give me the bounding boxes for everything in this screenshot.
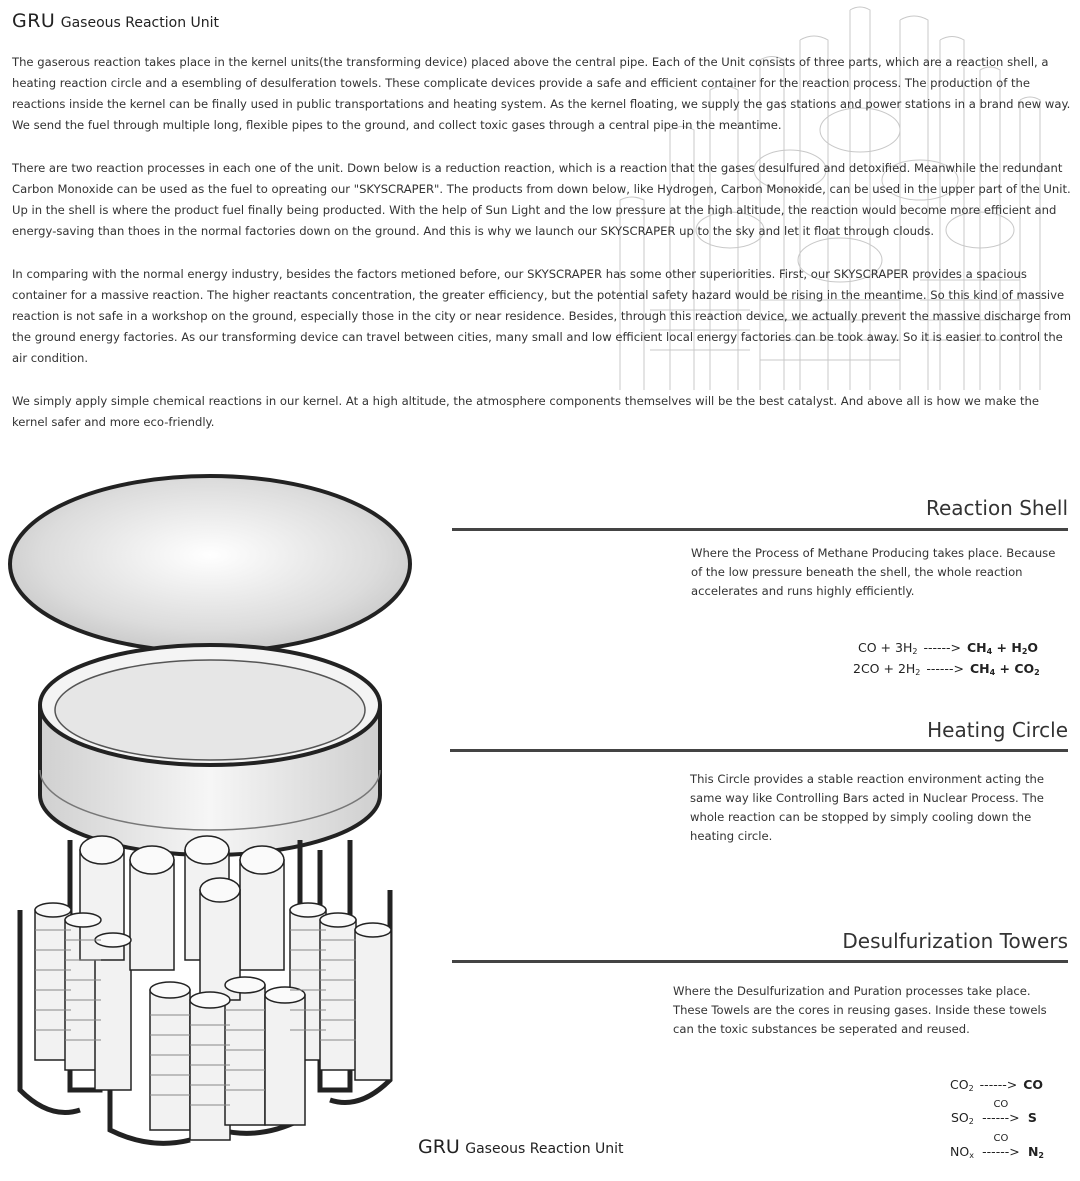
figure-caption <box>418 1136 624 1158</box>
intro-paragraph-3: In comparing with the normal energy industry, besides the factors metioned before, our SKYSCRAPER has some other superiorities. First, our SKYSCRAPER provides a spacious container for a massive reaction. The higher reactants concentration, the greater efficiency, but the potential safety hazard would be rising in the meantime. So this kind of massive reaction is not safe in a workshop on the ground, especially those in the city or near residence. Besides, through this reaction device, we actually prevent the massive discharge from the ground energy factories. As our transforming device can travel between cities, many small and low efficient local energy factories can be took away. So it is easier to control the air condition. <box>12 267 1071 365</box>
eq-rhs: $CH_4 + H_2O$ <box>966 640 1039 656</box>
eq-lhs: $2CO + 2H_2$ <box>853 661 921 677</box>
intro-paragraph-4: We simply apply simple chemical reactions in our kernel. At a high altitude, the atmosphere components themselves will be the best catalyst. And above all is how we make the kernel safer and more eco-friendly. <box>12 394 1039 429</box>
desulfurization-towers-divider <box>452 960 1068 963</box>
page-title <box>12 10 219 32</box>
desulfurization-towers-title: Desulfurization Towers <box>842 929 1068 953</box>
heating-circle-desc: This Circle provides a stable reaction environment acting the same way like Controlling Bars acted in Nuclear Process. The whole reaction can be stopped by simply cooling down the heating circle. <box>690 772 1044 843</box>
gru-exploded-illustration <box>0 470 450 1170</box>
desulfurization-towers-shape <box>20 836 391 1143</box>
eq-rhs: $CH_4 + CO_2$ <box>969 661 1040 677</box>
eq-lhs: $CO_2$ <box>950 1077 974 1093</box>
shell-equation-2 <box>853 661 1040 677</box>
eq-arrow: ------> <box>923 640 961 655</box>
caption-full: Gaseous Reaction Unit <box>465 1141 624 1157</box>
caption-abbr: GRU <box>418 1136 460 1158</box>
eq-rhs: $N_2$ <box>1027 1144 1044 1160</box>
towers-equation-3 <box>950 1133 1044 1160</box>
eq-arrow: ------> <box>926 661 964 676</box>
eq-rhs: CO <box>1023 1077 1044 1092</box>
title-abbr: GRU <box>12 10 56 32</box>
reaction-shell-desc: Where the Process of Methane Producing takes place. Because of the low pressure beneath the shell, the whole reaction accelerates and runs highly efficiently. <box>691 546 1056 598</box>
heating-circle-divider <box>450 749 1068 752</box>
intro-paragraph-2: There are two reaction processes in each one of the unit. Down below is a reduction reaction, which is a reaction that the gases desulfured and detoxified. Meanwhile the redundant Carbon Monoxide can be used as the fuel to opreating our "SKYSCRAPER". The products from down below, like Hydrogen, Carbon Monoxide, can be used in the upper part of the Unit. Up in the shell is where the product fuel finally being producted. With the help of Sun Light and the low pressure at the high altitude, the reaction would become more efficient and energy-saving than thoes in the normal factories down on the ground. And this is why we launch our SKYSCRAPER up to the sky and let it float through clouds. <box>12 161 1071 238</box>
towers-equation-1 <box>950 1077 1043 1093</box>
reaction-shell-divider <box>452 528 1068 531</box>
towers-equation-2 <box>951 1099 1037 1126</box>
eq-catalyst-arrow: CO ------> <box>982 1099 1020 1125</box>
eq-lhs: $SO_2$ <box>951 1110 974 1126</box>
eq-lhs: $NO_x$ <box>950 1144 974 1160</box>
reaction-shell-shape <box>10 476 410 652</box>
intro-text <box>12 52 1072 455</box>
intro-paragraph-1: The gaserous reaction takes place in the kernel units(the transforming device) placed above the central pipe. Each of the Unit consists of three parts, which are a reaction shell, a heating reaction circle and a esembling of desulferation towels. These complicate devices provide a safe and efficient container for the reaction process. The production of the reactions inside the kernel can be finally used in public transportations and heating system. As the kernel floating, we supply the gas stations and power stations in a brand new way. We send the fuel through multiple long, flexible pipes to the ground, and collect toxic gases through a central pipe in the meantime. <box>12 55 1071 132</box>
shell-equation-1 <box>858 640 1038 656</box>
eq-rhs: S <box>1027 1110 1037 1125</box>
desulfurization-towers-desc: Where the Desulfurization and Puration processes take place. These Towels are the cores in reusing gases. Inside these towels can the toxic substances be seperated and reused. <box>673 984 1047 1036</box>
title-full: Gaseous Reaction Unit <box>60 15 220 31</box>
reaction-shell-title: Reaction Shell <box>925 496 1068 520</box>
eq-catalyst-arrow: CO ------> <box>982 1133 1020 1159</box>
eq-arrow: ------> <box>979 1077 1018 1092</box>
eq-lhs: CO + $3H_2$ <box>858 640 918 656</box>
heating-circle-title: Heating Circle <box>927 718 1068 742</box>
